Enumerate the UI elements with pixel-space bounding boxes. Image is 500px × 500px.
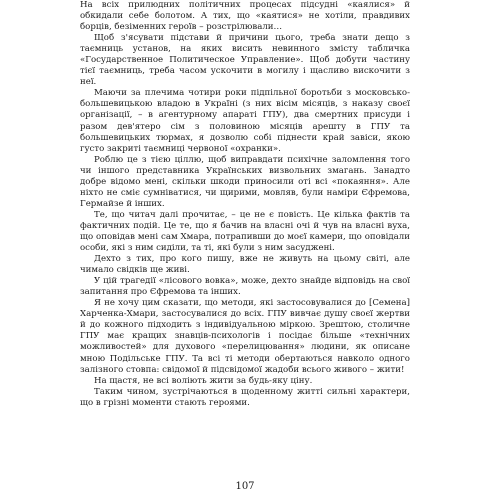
paragraph: Дехто з тих, про кого пишу, вже не живуть на цьому світі, але чимало свідків ще живі. — [80, 254, 410, 276]
paragraph: Те, що читач далі прочитає, – це не є повість. Це кілька фактів та фактичних подій. Це те, що я бачив на власні очі й чув на власні вуха, що оповідав мені сам Хмара, потрапивши до моєї камери, що оповідали особи, які з ним сиділи, та ті, які були з ним засуджені. — [80, 209, 410, 254]
paragraph: На всіх прилюдних політичних процесах підсудні «каялися» й обкидали себе болотом. А тих, що «каятися» не хотіли, правдивих борців, безіменних героїв – розстрілювали… — [80, 0, 410, 33]
paragraph: Я не хочу цим сказати, що методи, які застосовувалися до [Семена] Харченка-Хмари, застосувалися до всіх. ГПУ вивчає душу своєї жертви й до кожного підходить з індивідуальною міркою. Зрештою, столичне ГПУ має кращих знавців-психологів і посідає більше «технічних можливостей» для духового «перелицювання» людини, як описане мною Подільське ГПУ. Та всі ті методи обертаються навколо одного залізного стовпа: свідомої й підсвідомої жадоби всього живого – жити! — [80, 298, 410, 375]
page-number: 107 — [235, 481, 255, 492]
book-page — [80, 0, 410, 500]
paragraph: Роблю це з тією ціллю, щоб виправдати психічне заломлення того чи іншого представника Українських визвольних змагань. Занадто добре відомо мені, скільки шкоди приносили оті всі «покаяння». Але ніхто не сміє сумніватися, чи щирими, мовляв, були наміри Єфремова, Гермайзе й інших. — [80, 154, 410, 209]
paragraph: Щоб з'ясувати підстави й причини цього, треба знати дещо з таємниць установ, на яких висить невинного змісту табличка «Государственное Политическое Управление». Щоб добути частину тієї таємниць, треба часом ускочити в могилу і щасливо вискочити з неї. — [80, 33, 410, 88]
paragraph: На щастя, не всі воліють жити за будь-яку ціну. — [94, 375, 313, 386]
paragraph: У цій трагедії «лісового вовка», може, дехто знайде відповідь на свої запитання про Єфремова та інших. — [80, 276, 410, 298]
paragraph: Маючи за плечима чотири роки підпільної боротьби з московсько-большевицькою владою в Україні (з них вісім місяців, з наказу своєї організації, – в агентурному апараті ГПУ), два смертних присуди і разом дев'ятеро сім з половиною місяців арешту в ГПУ та большевицьких тюрмах, я дозволю собі піднести край завіси, якою густо закриті таємниці червоної «охранки». — [80, 88, 410, 154]
paragraph: Таким чином, зустрічаються в щоденному житті сильні характери, що в грізні моменти стають героями. — [80, 386, 410, 408]
body-text — [80, 0, 410, 409]
